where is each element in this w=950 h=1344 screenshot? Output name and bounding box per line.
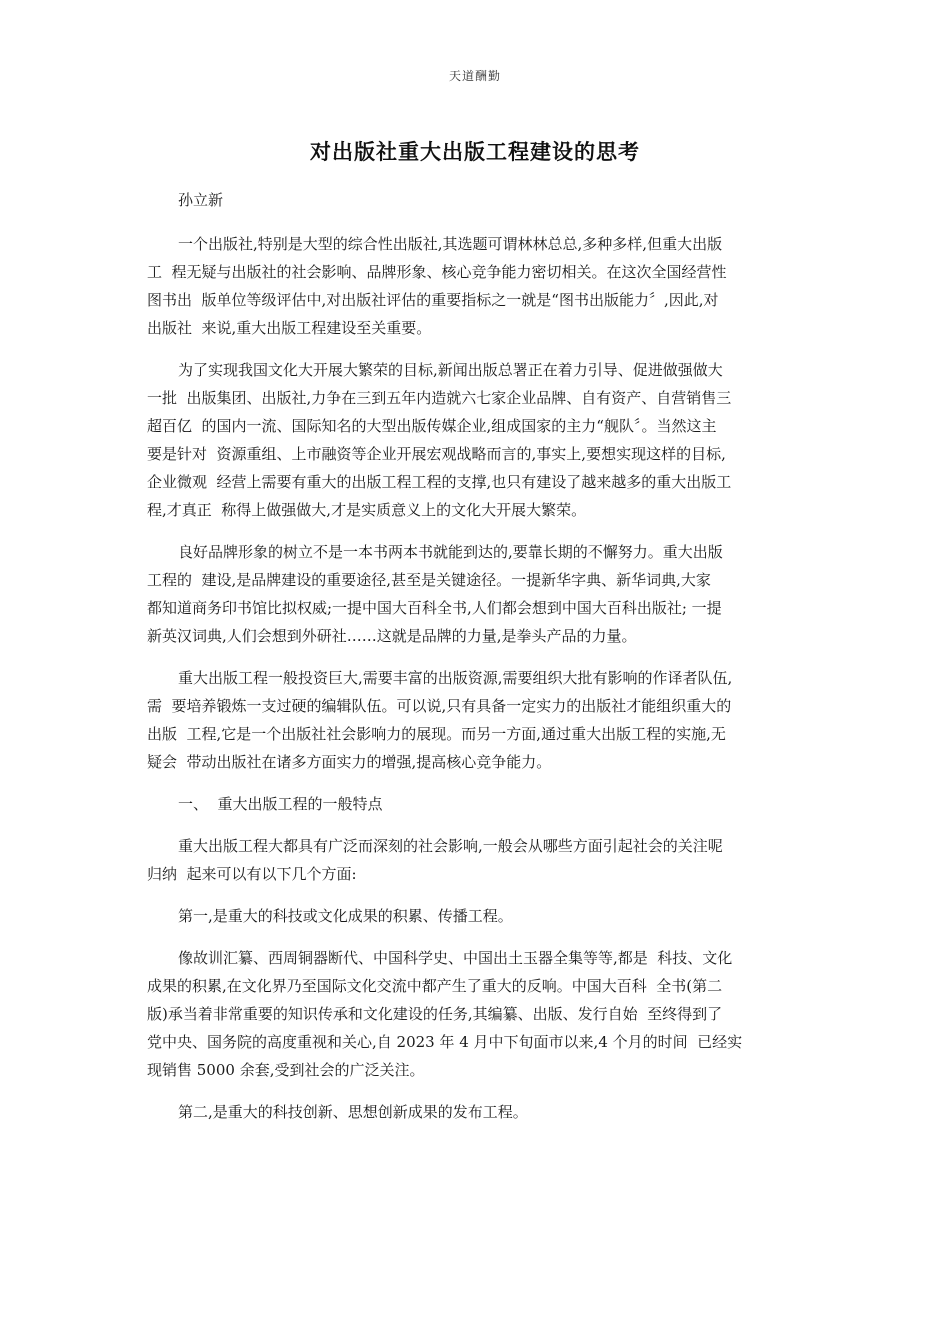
page-title: 对出版社重大出版工程建设的思考 [310,140,640,164]
text-line: 需 要培养锻炼一支过硬的编辑队伍。可以说,只有具备一定实力的出版社才能组织重大的 [147,697,732,715]
section-heading: 一、 重大出版工程的一般特点 [178,795,383,813]
paragraph [147,356,807,524]
author-name: 孙立新 [178,191,224,209]
text-line: 版)承当着非常重要的知识传承和文化建设的任务,其编纂、出版、发行自始 至终得到了 [147,1005,723,1023]
text-line: 工 程无疑与出版社的社会影响、品牌形象、核心竞争能力密切相关。在这次全国经营性 [147,263,727,281]
text-line: 出版 工程,它是一个出版社社会影响力的展现。而另一方面,通过重大出版工程的实施,无 [147,725,726,743]
text-line: 党中央、国务院的高度重视和关心,自 2023 年 4 月中下旬面市以来,4 个月的时间 已经实 [147,1033,743,1051]
text-line: 像故训汇纂、西周铜器断代、中国科学史、中国出土玉器全集等等,都是 科技、文化 [178,949,733,967]
text-line: 重大出版工程大都具有广泛而深刻的社会影响,一般会从哪些方面引起社会的关注呢 [178,837,723,855]
text-line: 新英汉词典,人们会想到外研社……这就是品牌的力量,是拳头产品的力量。 [147,627,637,645]
text-line: 程,才真正 称得上做强做大,才是实质意义上的文化大开展大繁荣。 [147,501,587,519]
paragraph [147,538,807,650]
page-header: 天道酬勤 [448,69,501,83]
text-line: 要是针对 资源重组、上市融资等企业开展宏观战略而言的,事实上,要想实现这样的目标, [147,445,726,463]
text-line: 超百亿 的国内一流、国际知名的大型出版传媒企业,组成国家的主力“舰队〞。当然这主 [147,417,717,435]
paragraph [147,832,807,888]
text-line: 企业微观 经营上需要有重大的出版工程工程的支撑,也只有建设了越来越多的重大出版工 [147,473,732,491]
article-body [147,230,807,1140]
text-line: 疑会 带动出版社在诸多方面实力的增强,提高核心竞争能力。 [147,753,552,771]
paragraph [147,944,807,1084]
text-line: 一批 出版集团、出版社,力争在三到五年内造就六七家企业品牌、自有资产、自营销售三 [147,389,732,407]
text-line: 第二,是重大的科技创新、思想创新成果的发布工程。 [178,1103,528,1121]
text-line: 都知道商务印书馆比拟权威;一提中国大百科全书,人们都会想到中国大百科出版社; 一提 [147,599,722,617]
text-line: 良好品牌形象的树立不是一本书两本书就能到达的,要靠长期的不懈努力。重大出版 [178,543,723,561]
text-line: 重大出版工程一般投资巨大,需要丰富的出版资源,需要组织大批有影响的作译者队伍, [178,669,733,687]
paragraph [147,1098,807,1126]
text-line: 一个出版社,特别是大型的综合性出版社,其选题可谓林林总总,多种多样,但重大出版 [178,235,723,253]
text-line: 图书出 版单位等级评估中,对出版社评估的重要指标之一就是“图书出版能力〞,因此,对 [147,291,719,309]
paragraph [147,902,807,930]
text-line: 第一,是重大的科技或文化成果的积累、传播工程。 [178,907,513,925]
paragraph [147,230,807,342]
text-line: 成果的积累,在文化界乃至国际文化交流中都产生了重大的反响。中国大百科 全书(第二 [147,977,723,995]
text-line: 现销售 5000 余套,受到社会的广泛关注。 [147,1061,425,1079]
paragraph [147,664,807,776]
text-line: 工程的 建设,是品牌建设的重要途径,甚至是关键途径。一提新华字典、新华词典,大家 [147,571,711,589]
text-line: 归纳 起来可以有以下几个方面: [147,865,357,883]
text-line: 出版社 来说,重大出版工程建设至关重要。 [147,319,432,337]
text-line: 为了实现我国文化大开展大繁荣的目标,新闻出版总署正在着力引导、促进做强做大 [178,361,723,379]
